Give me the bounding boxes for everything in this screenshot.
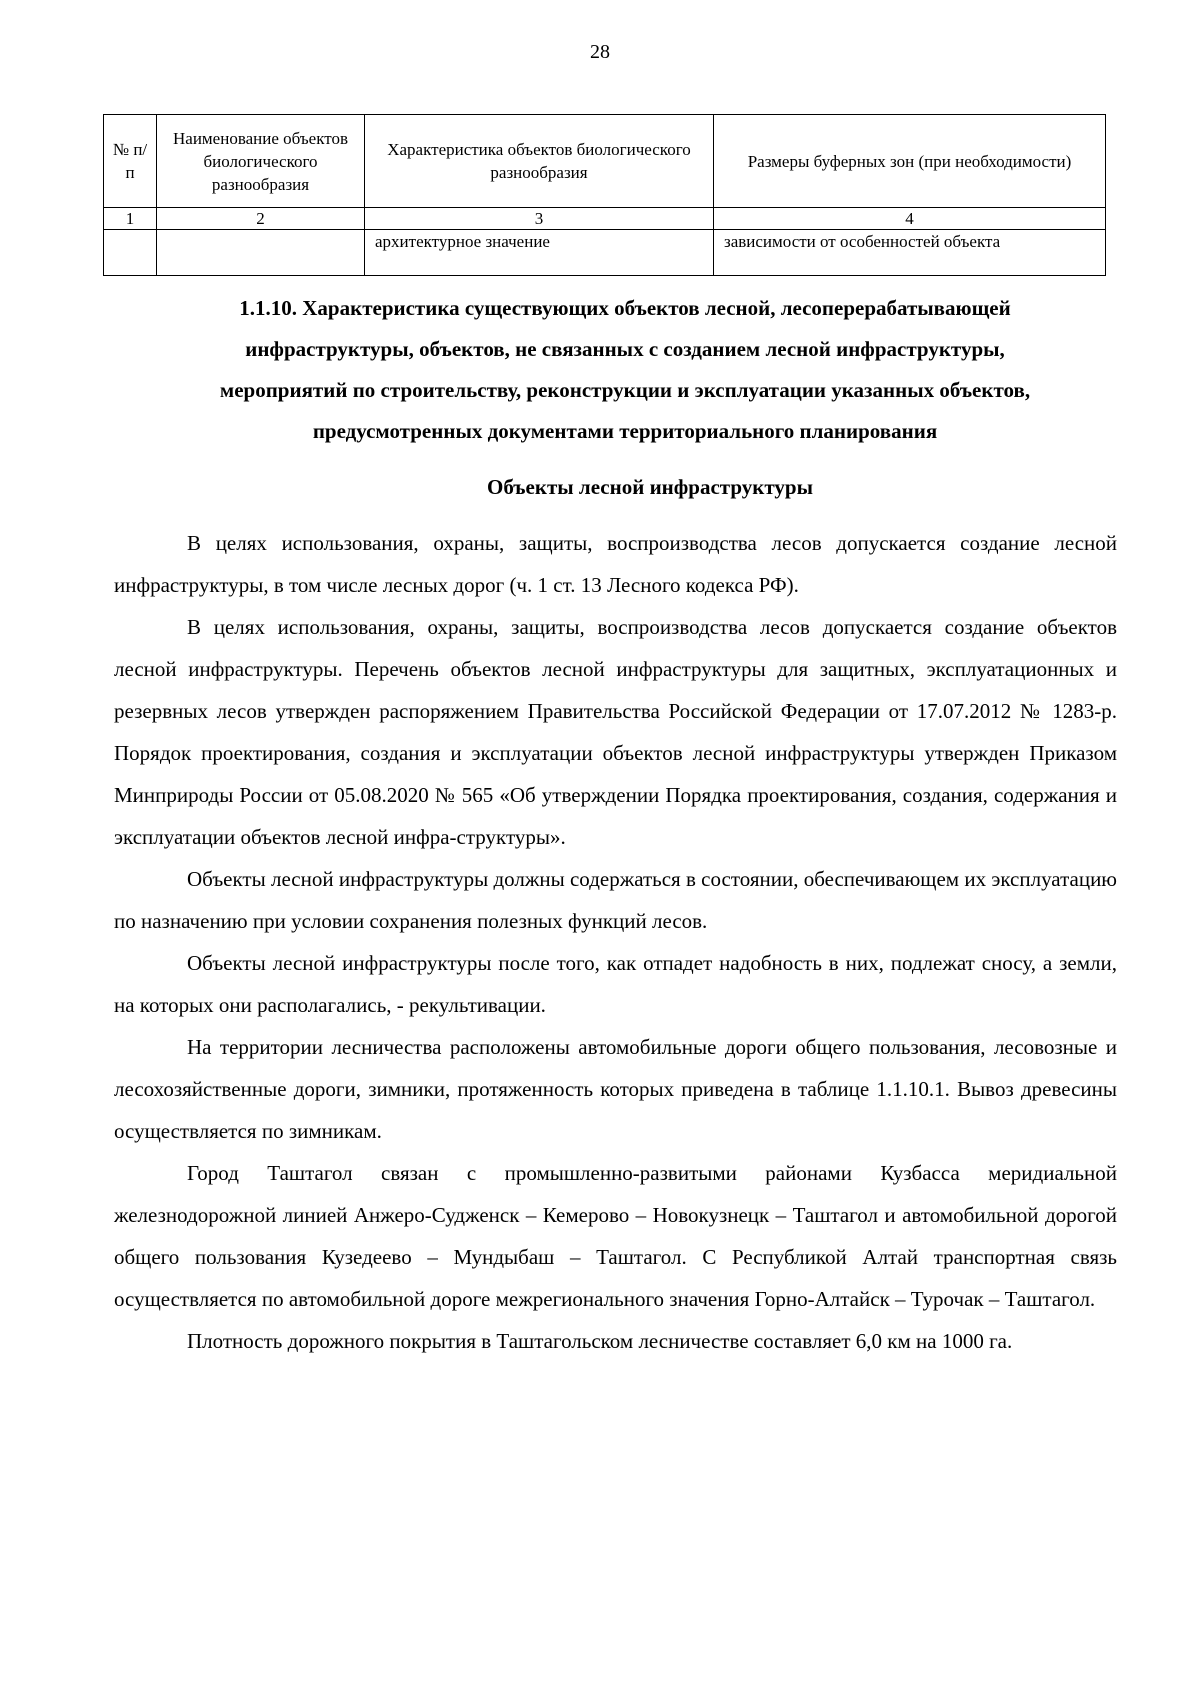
paragraph: Объекты лесной инфраструктуры после того, как отпадет надобность в них, подлежат сносу, а земли, на которых они располагались, - рекультивации. (114, 951, 1117, 1017)
paragraph: На территории лесничества расположены автомобильные дороги общего пользования, лесовозные и лесохозяйственные дороги, зимники, протяженность которых приведена в таблице 1.1.10.1. Вывоз древесины осуществляется по зимникам. (114, 1035, 1117, 1143)
paragraph: Объекты лесной инфраструктуры должны содержаться в состоянии, обеспечивающем их эксплуатацию по назначению при условии сохранения полезных функций лесов. (114, 867, 1117, 933)
header-cell-characteristics: Характеристика объектов биологического разнообразия (365, 115, 714, 208)
table-cell: зависимости от особенностей объекта (714, 230, 1106, 276)
section-title-line: 1.1.10. Характеристика существующих объектов лесной, лесоперерабатывающей (239, 296, 1011, 320)
biodiversity-objects-table (103, 114, 1106, 276)
table-header-row (104, 115, 1106, 208)
header-cell-number: № п/п (104, 115, 157, 208)
column-number-cell: 3 (365, 208, 714, 230)
table-cell (157, 230, 365, 276)
header-cell-object-name: Наименование объектов биологического разнообразия (157, 115, 365, 208)
table-column-numbers-row (104, 208, 1106, 230)
paragraph: В целях использования, охраны, защиты, воспроизводства лесов допускается создание лесной инфраструктуры, в том числе лесных дорог (ч. 1 ст. 13 Лесного кодекса РФ). (114, 531, 1117, 597)
column-number-cell: 1 (104, 208, 157, 230)
column-number-cell: 4 (714, 208, 1106, 230)
table-row (104, 230, 1106, 276)
page-number: 28 (590, 41, 610, 63)
paragraph: В целях использования, охраны, защиты, воспроизводства лесов допускается создание объектов лесной инфраструктуры. Перечень объектов лесной инфраструктуры для защитных, эксплуатационных и резервных лесов утвержден распоряжением Правительства Российской Федерации от 17.07.2012 № 1283-р. Порядок проектирования, создания и эксплуатации объектов лесной инфраструктуры утвержден Приказом Минприроды России от 05.08.2020 № 565 «Об утверждении Порядка проектирования, создания, содержания и эксплуатации объектов лесной инфра-структуры». (114, 615, 1117, 849)
paragraph: Город Таштагол связан с промышленно-развитыми районами Кузбасса меридиальной железнодорожной линией Анжеро-Судженск – Кемерово – Новокузнецк – Таштагол и автомобильной дорогой общего пользования Кузедеево – Мундыбаш – Таштагол. С Республикой Алтай транспортная связь осуществляется по автомобильной дороге межрегионального значения Горно-Алтайск – Турочак – Таштагол. (114, 1161, 1117, 1311)
column-number-cell: 2 (157, 208, 365, 230)
paragraph: Плотность дорожного покрытия в Таштагольском лесничестве составляет 6,0 км на 1000 га. (187, 1329, 1013, 1353)
section-title (130, 288, 1120, 452)
table-cell (104, 230, 157, 276)
table-cell: архитектурное значение (365, 230, 714, 276)
section-title-line: предусмотренных документами территориального планирования (312, 419, 938, 443)
subheading-forest-infrastructure: Объекты лесной инфраструктуры (487, 475, 813, 499)
header-cell-buffer-zones: Размеры буферных зон (при необходимости) (714, 115, 1106, 208)
section-title-line: инфраструктуры, объектов, не связанных с созданием лесной инфраструктуры, (245, 337, 1005, 361)
section-title-line: мероприятий по строительству, реконструкции и эксплуатации указанных объектов, (219, 378, 1031, 402)
body-text (114, 522, 1117, 1362)
